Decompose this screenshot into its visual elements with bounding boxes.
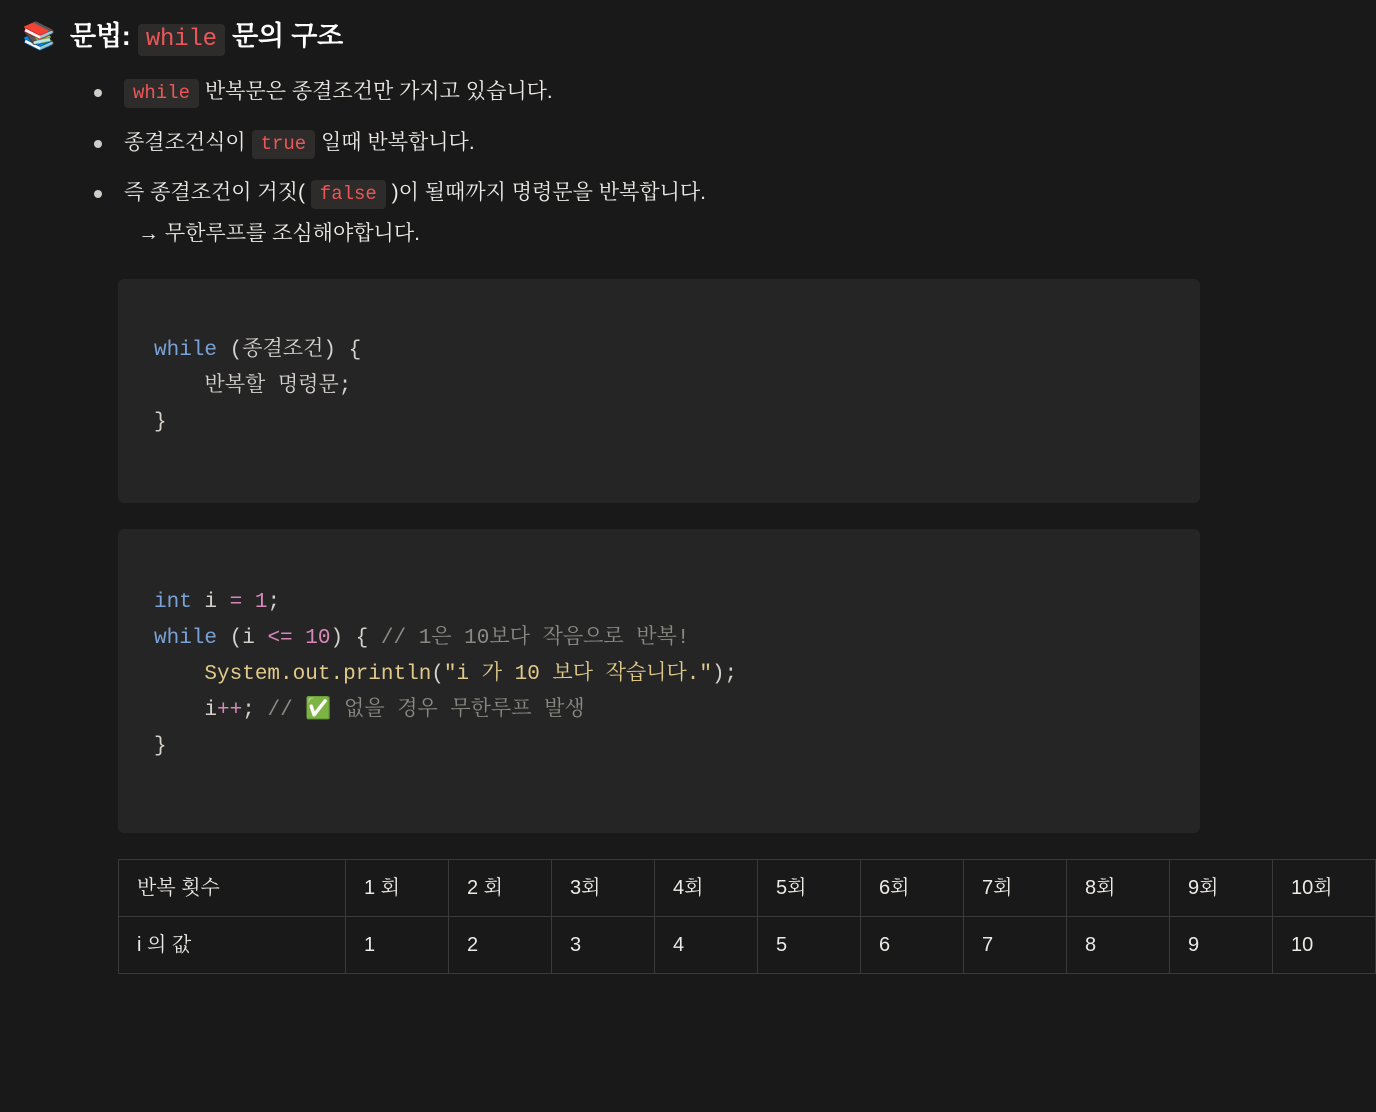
table-cell: 2 bbox=[449, 917, 552, 974]
code-operator: <= bbox=[267, 627, 293, 651]
code-text: ( bbox=[431, 663, 444, 687]
table-cell: 10회 bbox=[1273, 860, 1376, 917]
table-row bbox=[119, 860, 1376, 917]
page-title-prefix: 문법: bbox=[70, 21, 138, 51]
code-text: (종결조건) { bbox=[217, 338, 362, 362]
code-content bbox=[154, 585, 1164, 766]
table-cell: 9 bbox=[1170, 917, 1273, 974]
iteration-table bbox=[118, 859, 1376, 974]
code-text: ); bbox=[711, 663, 738, 687]
table-cell: 1 bbox=[346, 917, 449, 974]
inline-code-chip: true bbox=[252, 130, 316, 159]
code-text: } bbox=[154, 735, 167, 759]
code-comment: 없을 경우 무한루프 발생 bbox=[331, 699, 585, 723]
list-item bbox=[118, 127, 1228, 160]
list-item-text-before: 즉 종결조건이 거짓( bbox=[124, 181, 311, 205]
table-cell: 8 bbox=[1067, 917, 1170, 974]
page-title bbox=[70, 18, 343, 56]
code-text: . bbox=[330, 663, 344, 687]
code-text: i bbox=[204, 699, 218, 723]
bullet-list bbox=[22, 76, 1228, 250]
table-cell: 3 bbox=[552, 917, 655, 974]
list-item-subline: → 무한루프를 조심해야합니다. bbox=[138, 222, 420, 246]
code-class: System bbox=[204, 663, 281, 687]
table-cell: 2 회 bbox=[449, 860, 552, 917]
code-text: out bbox=[292, 663, 331, 687]
table-cell: 6 bbox=[861, 917, 964, 974]
page-heading bbox=[22, 18, 1228, 56]
table-cell: 5회 bbox=[758, 860, 861, 917]
table-cell: 7 bbox=[964, 917, 1067, 974]
code-keyword: while bbox=[154, 338, 218, 362]
table-row-label: i 의 값 bbox=[119, 917, 346, 974]
code-operator: ++ bbox=[217, 699, 243, 723]
table-cell: 6회 bbox=[861, 860, 964, 917]
code-content bbox=[154, 333, 1164, 441]
table-cell: 7회 bbox=[964, 860, 1067, 917]
table-row-label: 반복 횟수 bbox=[119, 860, 346, 917]
page-title-code-chip: while bbox=[138, 24, 225, 56]
code-number: 10 bbox=[292, 627, 331, 651]
code-keyword: while bbox=[154, 627, 218, 651]
list-item-text: )이 될때까지 명령문을 반복합니다. bbox=[385, 181, 706, 205]
list-item bbox=[118, 177, 1228, 250]
code-operator: = bbox=[229, 590, 243, 614]
list-item-text: 일때 반복합니다. bbox=[315, 130, 475, 154]
code-comment: // 1은 10보다 작음으로 반복! bbox=[380, 627, 690, 651]
inline-code-chip: while bbox=[124, 79, 199, 108]
table-cell: 3회 bbox=[552, 860, 655, 917]
table-cell: 8회 bbox=[1067, 860, 1170, 917]
list-item bbox=[118, 76, 1228, 109]
code-text: . bbox=[280, 663, 293, 687]
table-cell: 1 회 bbox=[346, 860, 449, 917]
code-string: "i 가 10 보다 작습니다." bbox=[443, 663, 712, 687]
table-cell: 4 bbox=[655, 917, 758, 974]
inline-code-chip: false bbox=[311, 180, 386, 209]
books-emoji: 📚 bbox=[22, 21, 56, 51]
code-function: println bbox=[343, 663, 432, 687]
code-text: ; bbox=[242, 699, 268, 723]
code-text: } bbox=[154, 410, 167, 434]
table-cell: 4회 bbox=[655, 860, 758, 917]
code-text: i bbox=[191, 590, 230, 614]
table-cell: 5 bbox=[758, 917, 861, 974]
code-keyword: int bbox=[154, 590, 192, 614]
list-item-text-before: 종결조건식이 bbox=[124, 130, 252, 154]
code-comment: // bbox=[267, 699, 306, 723]
table-cell: 9회 bbox=[1170, 860, 1273, 917]
code-block-syntax bbox=[118, 279, 1200, 503]
code-text: ; bbox=[267, 590, 281, 614]
table-row bbox=[119, 917, 1376, 974]
code-number: 1 bbox=[242, 590, 268, 614]
table-cell: 10 bbox=[1273, 917, 1376, 974]
check-mark-emoji: ✅ bbox=[305, 699, 332, 723]
code-block-example bbox=[118, 529, 1200, 834]
iteration-table-wrapper bbox=[118, 859, 1333, 974]
page-title-suffix: 문의 구조 bbox=[224, 21, 344, 51]
code-text: (i bbox=[217, 627, 268, 651]
code-text: 반복할 명령문; bbox=[154, 374, 352, 398]
list-item-text: 반복문은 종결조건만 가지고 있습니다. bbox=[199, 80, 553, 104]
code-text: ) { bbox=[330, 627, 381, 651]
